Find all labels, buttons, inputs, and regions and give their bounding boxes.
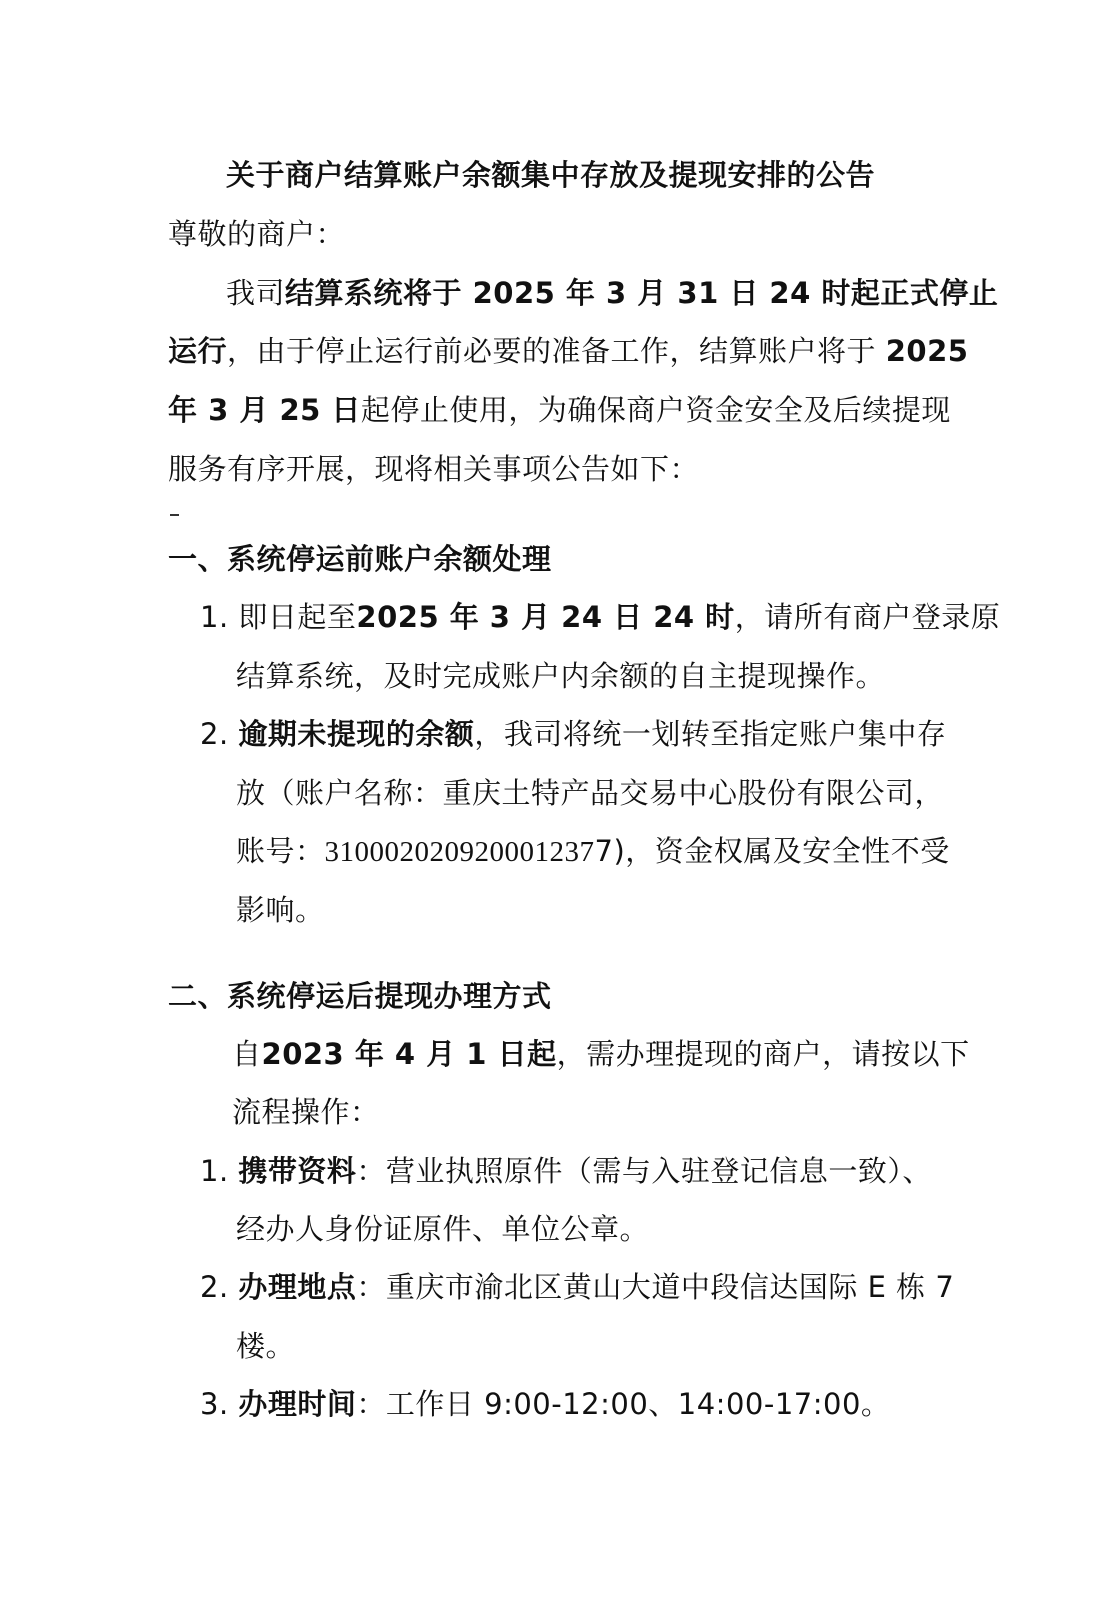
item-text: 7)，资金权属及安全性不受 [594, 834, 950, 868]
intro-emphasis: 年 3 月 25 日 [168, 393, 361, 427]
intro-line-2 [168, 331, 968, 371]
item-text: ：营业执照原件（需与入驻登记信息一致）、 [356, 1154, 932, 1188]
section1-item2-line-4: 影响。 [236, 893, 325, 927]
intro-emphasis: 运行 [168, 334, 228, 368]
section1-item2-line-1 [200, 714, 946, 754]
item-number: 1. [200, 1154, 229, 1188]
item-text: ：重庆市渝北区黄山大道中段信达国际 E 栋 7 [356, 1270, 955, 1304]
account-number: 310002020920001237 [324, 836, 595, 868]
item-number: 2. [200, 717, 229, 751]
item-text: ，请所有商户登录原 [734, 600, 1001, 634]
item-label: 办理地点 [238, 1270, 357, 1304]
section2-item3-line-1 [200, 1384, 890, 1424]
intro-emphasis: 2023 年 4 月 1 日起 [261, 1037, 557, 1071]
item-text: ，我司将统一划转至指定账户集中存 [474, 717, 947, 751]
intro-text: 我司 [226, 276, 286, 310]
intro-line-1 [226, 273, 998, 313]
item-text: ：工作日 9:00-12:00、14:00-17:00。 [356, 1387, 891, 1421]
section1-item1-line-1 [200, 597, 1000, 637]
section2-item2-line-1 [200, 1267, 954, 1307]
item-emphasis: 逾期未提现的余额 [238, 717, 475, 751]
section1-heading: 一、系统停运前账户余额处理 [168, 542, 552, 576]
item-text: 即日起至 [238, 600, 357, 634]
item-number: 2. [200, 1270, 229, 1304]
section2-item1-line-2: 经办人身份证原件、单位公章。 [236, 1212, 650, 1246]
item-number: 1. [200, 600, 229, 634]
intro-text: ，需办理提现的商户，请按以下 [556, 1037, 970, 1071]
section2-intro-line-1 [232, 1034, 970, 1074]
intro-emphasis: 2025 [885, 334, 969, 368]
greeting: 尊敬的商户： [168, 217, 346, 251]
intro-text: 自 [232, 1037, 262, 1071]
section1-item2-line-2: 放（账户名称：重庆土特产品交易中心股份有限公司， [236, 776, 945, 810]
intro-line-3 [168, 390, 951, 430]
item-number: 3. [200, 1387, 229, 1421]
section2-item2-line-2: 楼。 [236, 1329, 296, 1363]
section1-item2-line-3 [236, 831, 950, 872]
item-text: 账号： [236, 834, 325, 868]
section1-item1-line-2: 结算系统，及时完成账户内余额的自主提现操作。 [236, 659, 886, 693]
intro-text: ，由于停止运行前必要的准备工作，结算账户将于 [227, 334, 886, 368]
intro-text: 起停止使用，为确保商户资金安全及后续提现 [360, 393, 951, 427]
item-label: 携带资料 [238, 1154, 357, 1188]
item-label: 办理时间 [238, 1387, 357, 1421]
intro-emphasis: 结算系统将于 2025 年 3 月 31 日 24 时起正式停止 [285, 276, 999, 310]
page-title: 关于商户结算账户余额集中存放及提现安排的公告 [226, 158, 876, 192]
separator-mark [170, 514, 179, 516]
item-emphasis: 2025 年 3 月 24 日 24 时 [356, 600, 735, 634]
section2-heading: 二、系统停运后提现办理方式 [168, 979, 552, 1013]
section2-item1-line-1 [200, 1151, 932, 1191]
section2-intro-line-2: 流程操作： [232, 1095, 380, 1129]
intro-line-4: 服务有序开展，现将相关事项公告如下： [168, 452, 700, 486]
